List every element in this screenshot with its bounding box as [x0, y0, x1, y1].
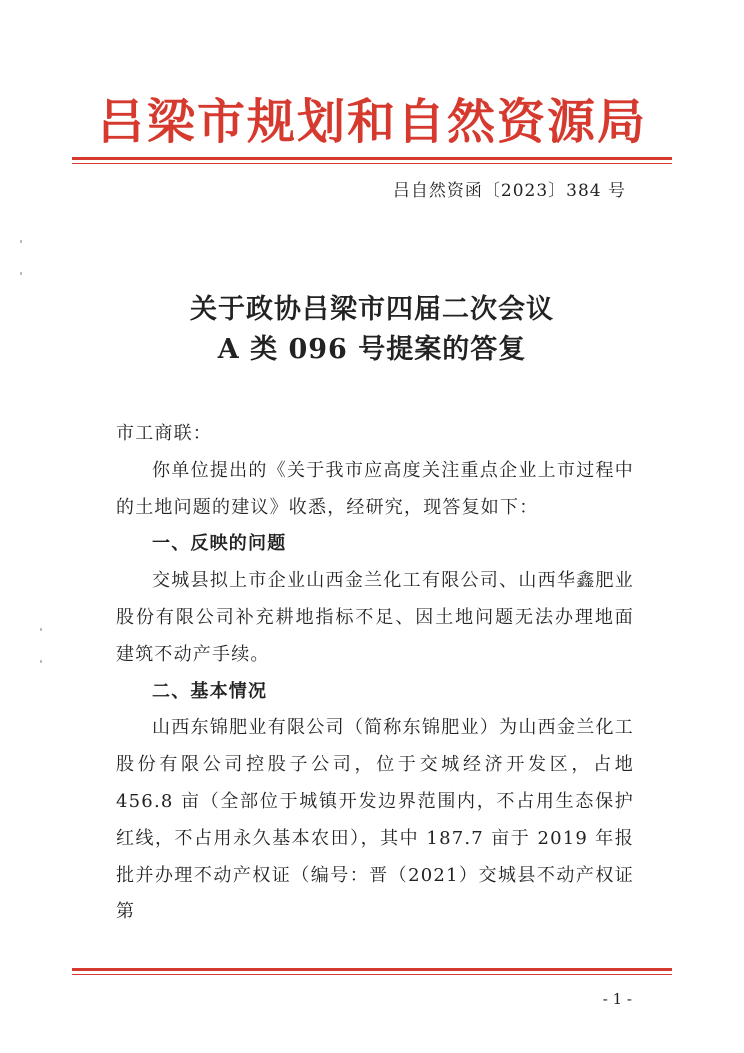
footer-rule-thin	[72, 974, 672, 975]
document-number: 吕自然资函〔2023〕384 号	[392, 181, 626, 201]
document-title	[0, 290, 744, 370]
footer-rule-thick	[72, 968, 672, 971]
header-rule-thick	[72, 157, 672, 160]
section-heading-1: 一、反映的问题	[152, 533, 287, 555]
issue-paragraph: 交城县拟上市企业山西金兰化工有限公司、山西华鑫肥业股份有限公司补充耕地指标不足、因土地问题无法办理地面建筑不动产手续。	[116, 570, 634, 665]
header-rule-thin	[72, 163, 672, 164]
scan-speck	[20, 240, 22, 243]
title-line-1: 关于政协吕梁市四届二次会议	[190, 294, 554, 325]
letterhead-title: 吕梁市规划和自然资源局	[96, 94, 647, 150]
salutation: 市工商联：	[116, 423, 212, 444]
scan-speck	[20, 272, 22, 275]
intro-paragraph: 你单位提出的《关于我市应高度关注重点企业上市过程中的土地问题的建议》收悉，经研究，现答复如下：	[116, 459, 634, 518]
page-number: - 1 -	[602, 990, 632, 1008]
section-heading-2: 二、基本情况	[152, 680, 268, 702]
body	[116, 416, 634, 931]
situation-paragraph: 山西东锦肥业有限公司（简称东锦肥业）为山西金兰化工股份有限公司控股子公司，位于交城经济开发区，占地456.8 亩（全部位于城镇开发边界范围内，不占用生态保护红线，不占用永久基本农田），其中 187.7 亩于 2019 年报批并办理不动产权证（编号：晋（2021）交城县不动产权证第	[116, 717, 634, 923]
scan-speck	[40, 628, 42, 631]
scan-speck	[40, 660, 42, 663]
title-line-2: A 类 096 号提案的答复	[217, 334, 527, 365]
